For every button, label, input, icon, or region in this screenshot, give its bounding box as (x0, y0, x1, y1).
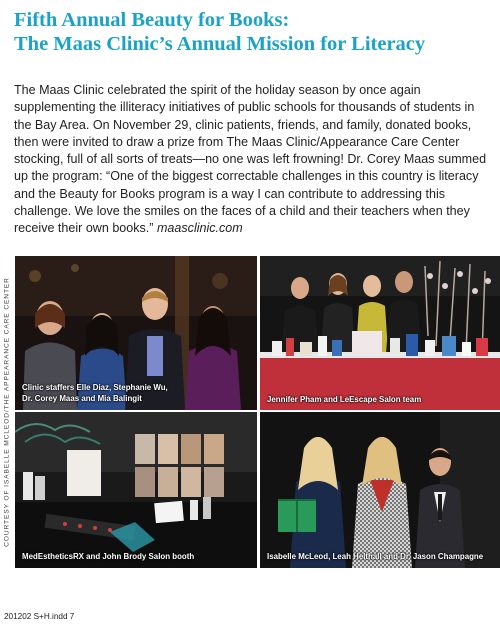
title-line-1: Fifth Annual Beauty for Books: (14, 9, 290, 31)
article-title (14, 8, 486, 56)
caption-line-1: Isabelle McLeod, Leah Helthall and Dr. Jason Champagne (267, 551, 484, 561)
photo-mcleod-helthall-champagne (260, 412, 500, 568)
photo-clinic-staffers (15, 256, 257, 410)
website-link[interactable]: maasclinic.com (156, 221, 243, 236)
photo-trio-image (260, 412, 500, 568)
photo-booth-image (15, 412, 257, 568)
photo-booth (15, 412, 257, 568)
print-slug: 201202 S+H.indd 7 (4, 612, 75, 621)
caption-line-1: Jennifer Pham and LeEscape Salon team (267, 394, 422, 404)
title-line-2: The Maas Clinic’s Annual Mission for Literacy (14, 33, 426, 55)
photo-credit-text: COURTESY OF ISABELLE MCLEOD/THE APPEARANCE CARE CENTER (3, 277, 11, 547)
article-body (14, 82, 488, 238)
caption-line-1: Clinic staffers Elle Diaz, Stephanie Wu, (22, 382, 168, 392)
photo-salon-team-image (260, 256, 500, 410)
photo-caption (267, 551, 483, 562)
photo-credit (2, 256, 12, 568)
photo-caption (22, 551, 194, 562)
photo-salon-team (260, 256, 500, 410)
caption-line-2: Dr. Corey Maas and Mia Balingit (22, 392, 142, 403)
photo-caption (267, 394, 421, 405)
article-paragraph: The Maas Clinic celebrated the spirit of the holiday season by once again supplementing the illiteracy initiatives of public schools for thousands of students in the Bay Area. On November 29, clinic patients, friends, and family, donated books, then were invited to draw a prize from The Maas Clinic/Appearance Care Center stocking, full of all sorts of treats—no one was left frowning! Dr. Corey Maas summed up the program: “One of the biggest correctable challenges in this country is literacy and the Beauty for Books program is a way I can contribute to addressing this challenge. We love the smiles on the faces of a child and their teachers when they receive their own books.” (14, 83, 487, 236)
photo-caption (22, 382, 168, 403)
caption-line-1: MedEstheticsRX and John Brody Salon booth (22, 551, 195, 561)
